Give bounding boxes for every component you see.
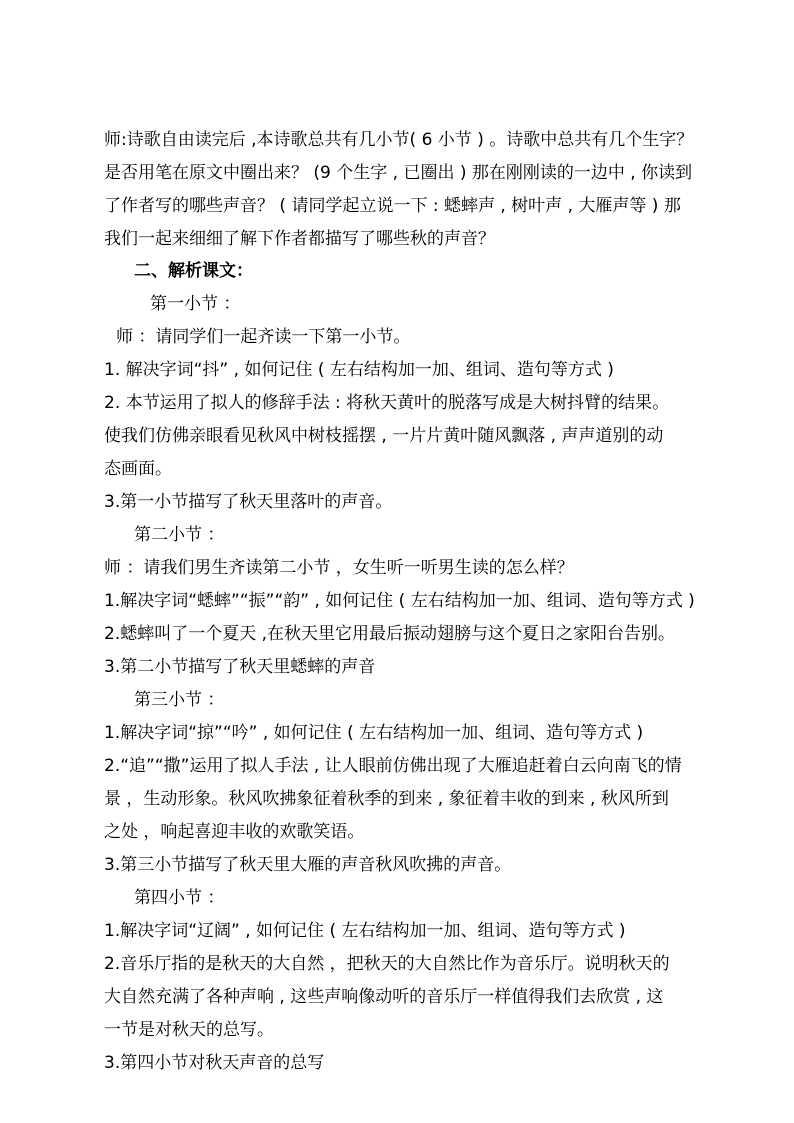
section-4-item-2-line-1: 2.音乐厅指的是秋天的大自然 ，把秋天的大自然比作为音乐厅。说明秋天的 bbox=[104, 954, 670, 974]
intro-line-1: 师:诗歌自由读完后 ,本诗歌总共有几小节( 6 小节 ) 。诗歌中总共有几个生字？ bbox=[104, 130, 694, 150]
section-2-teacher-line: 师 ：请我们男生齐读第二小节 ，女生听一听男生读的怎么样？ bbox=[104, 558, 574, 578]
section-4-item-1: 1.解决字词“辽阔” , 如何记住 ( 左右结构加一加、组词、造句等方式 ) bbox=[104, 921, 626, 941]
section-2-item-3: 3.第二小节描写了秋天里蟋蟀的声音 bbox=[104, 657, 376, 677]
section-1-item-2-line-3: 态画面。 bbox=[104, 459, 172, 479]
section-3-item-2-line-1: 2.“追”“撒”运用了拟人手法 , 让人眼前仿佛出现了大雁追赶着白云向南飞的情 bbox=[104, 756, 682, 776]
section-4-title: 第四小节 ： bbox=[134, 888, 225, 908]
intro-line-4: 我们一起来细细了解下作者都描写了哪些秋的声音？ bbox=[104, 229, 495, 249]
section-1-teacher-line: 师 ：请同学们一起齐读一下第一小节。 bbox=[116, 327, 411, 347]
section-4-item-3: 3.第四小节对秋天声音的总写 bbox=[104, 1053, 325, 1073]
intro-line-2: 是否用笔在原文中圈出来？ (9 个生字 , 已圈出 ) 那在刚刚读的一边中 , 你读到 bbox=[104, 163, 693, 183]
section-4-item-2-line-3: 一节是对秋天的总写。 bbox=[104, 1020, 274, 1040]
section-2-item-1: 1.解决字词“蟋蟀”“振”“韵” , 如何记住 ( 左右结构加一加、组词、造句等方式 ) bbox=[104, 591, 695, 611]
section-1-item-3: 3.第一小节描写了秋天里落叶的声音。 bbox=[104, 492, 393, 512]
intro-line-3: 了作者写的哪些声音？ ( 请同学起立说一下 : 蟋蟀声 , 树叶声 , 大雁声等 ) 那 bbox=[104, 196, 681, 216]
section-3-title: 第三小节 ： bbox=[134, 690, 225, 710]
section-3-item-2-line-2: 景 ，生动形象。秋风吹拂象征着秋季的到来 , 象征着丰收的到来 , 秋风所到 bbox=[104, 789, 669, 809]
section-1-item-2-line-2: 使我们仿佛亲眼看见秋风中树枝摇摆 , 一片片黄叶随风飘落 , 声声道别的动 bbox=[104, 426, 664, 446]
section-1-item-1: 1. 解决字词“抖” , 如何记住 ( 左右结构加一加、组词、造句等方式 ) bbox=[104, 360, 614, 380]
section-3-item-3: 3.第三小节描写了秋天里大雁的声音秋风吹拂的声音。 bbox=[104, 855, 512, 875]
section-2-item-2: 2.蟋蟀叫了一个夏天 ,在秋天里它用最后振动翅膀与这个夏日之家阳台告别。 bbox=[104, 624, 676, 644]
section-1-title: 第一小节 ： bbox=[150, 294, 241, 314]
section-heading: 二、解析课文： bbox=[134, 261, 253, 281]
section-2-title: 第二小节 ： bbox=[134, 525, 225, 545]
section-1-item-2-line-1: 2. 本节运用了拟人的修辞手法 : 将秋天黄叶的脱落写成是大树抖臂的结果。 bbox=[104, 393, 670, 413]
section-4-item-2-line-2: 大自然充满了各种声响 , 这些声响像动听的音乐厅一样值得我们去欣赏 , 这 bbox=[104, 987, 664, 1007]
section-3-item-1: 1.解决字词“掠”“吟” , 如何记住 ( 左右结构加一加、组词、造句等方式 ) bbox=[104, 723, 644, 743]
section-3-item-2-line-3: 之处 ，响起喜迎丰收的欢歌笑语。 bbox=[104, 822, 365, 842]
